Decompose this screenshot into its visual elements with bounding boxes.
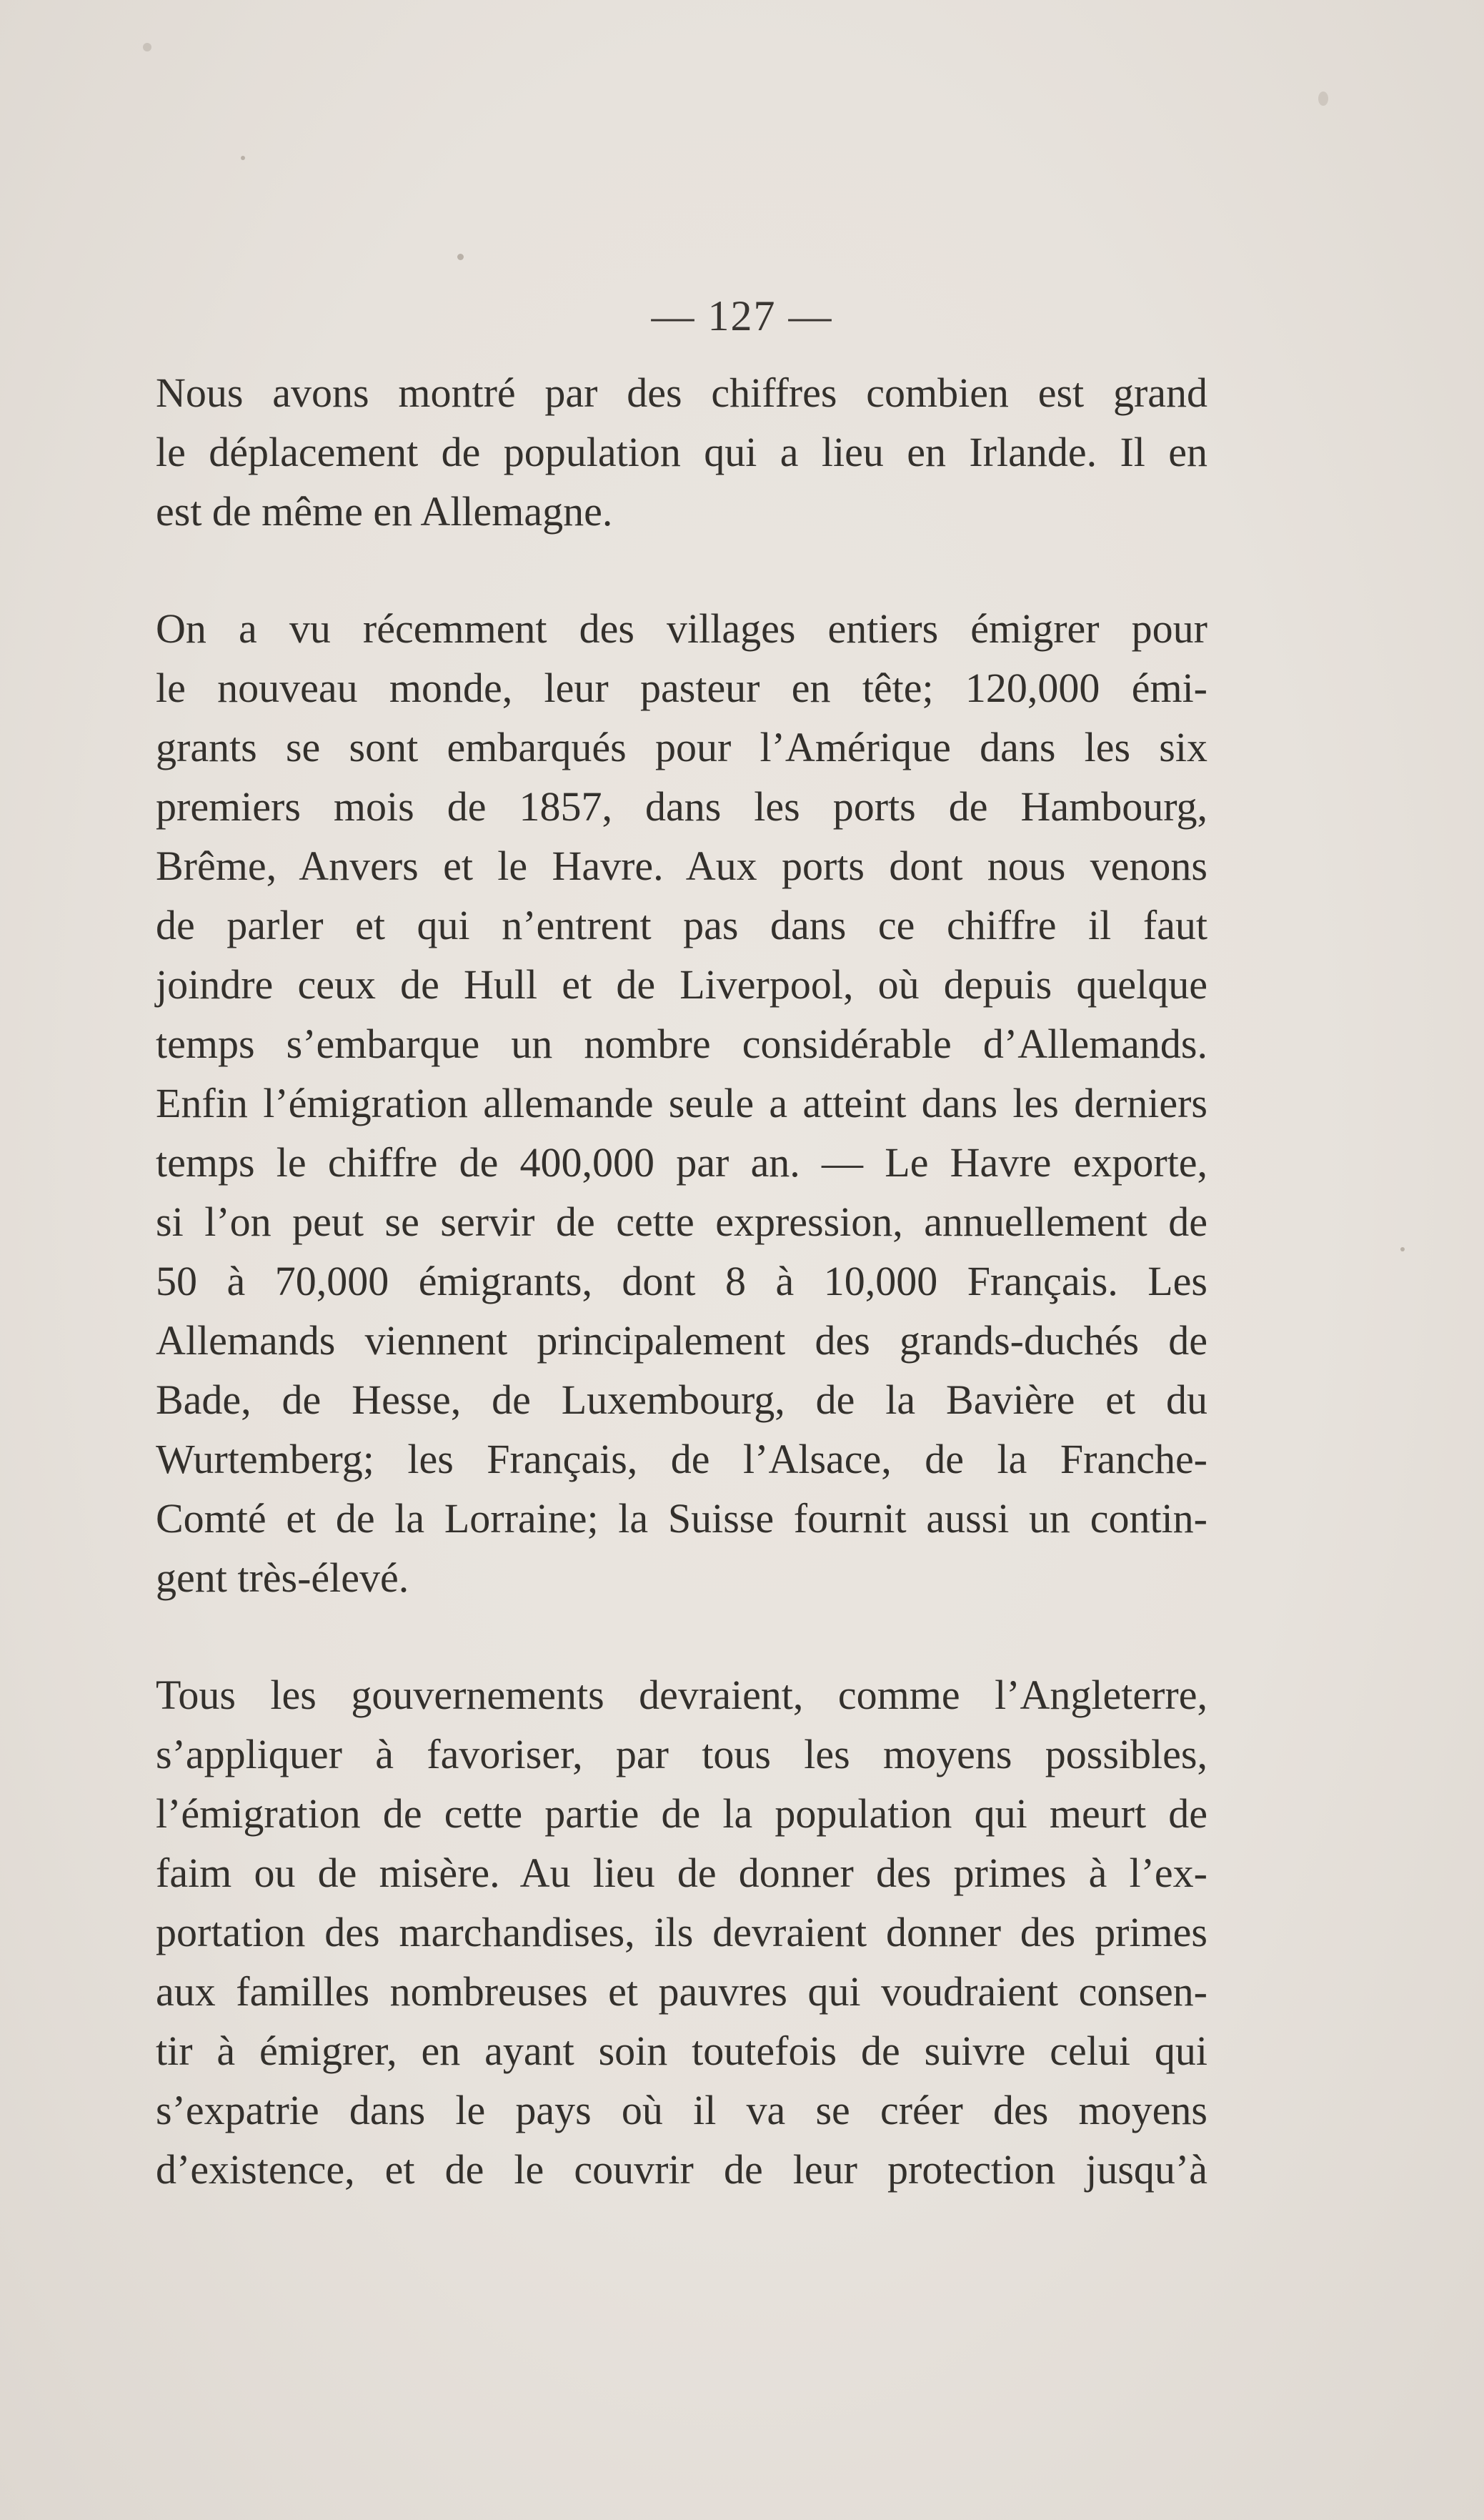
paper-speck [1400, 1247, 1405, 1251]
page-number: — 127 — [651, 292, 833, 339]
paragraph-1 [156, 363, 1207, 541]
text-line: aux familles nombreuses et pauvres qui voudraient consen- [156, 1968, 1207, 2015]
paper-speck [241, 156, 245, 160]
text-line: si l’on peut se servir de cette expression, annuellement de [156, 1199, 1207, 1245]
paragraph-2 [156, 599, 1207, 1607]
text-line: tir à émigrer, en ayant soin toutefois de suivre celui qui [156, 2028, 1207, 2074]
text-line: d’existence, et de le couvrir de leur protection jusqu’à [156, 2146, 1207, 2193]
text-line: Allemands viennent principalement des grands-duchés de [156, 1317, 1207, 1364]
text-line: Tous les gouvernements devraient, comme l’Angleterre, [156, 1672, 1207, 1718]
text-line: s’appliquer à favoriser, par tous les moyens possibles, [156, 1731, 1207, 1777]
text-line: temps le chiffre de 400,000 par an. — Le Havre exporte, [156, 1139, 1207, 1186]
text-line: 50 à 70,000 émigrants, dont 8 à 10,000 Français. Les [156, 1258, 1207, 1304]
text-line: grants se sont embarqués pour l’Amérique dans les six [156, 724, 1207, 770]
text-line: joindre ceux de Hull et de Liverpool, où depuis quelque [156, 961, 1207, 1008]
paragraph-gap [156, 541, 1207, 599]
text-line: Bade, de Hesse, de Luxembourg, de la Bavière et du [156, 1376, 1207, 1423]
text-line: Brême, Anvers et le Havre. Aux ports dont nous venons [156, 843, 1207, 889]
text-line: le nouveau monde, leur pasteur en tête; 120,000 émi- [156, 665, 1207, 711]
paragraph-3 [156, 1665, 1207, 2199]
text-line: On a vu récemment des villages entiers émigrer pour [156, 605, 1207, 652]
text-line: Nous avons montré par des chiffres combien est grand [156, 369, 1207, 416]
paragraph-gap [156, 1607, 1207, 1665]
body-text [156, 363, 1207, 2199]
text-line: Comté et de la Lorraine; la Suisse fournit aussi un contin- [156, 1495, 1207, 1542]
paper-speck [1318, 91, 1328, 106]
text-line: s’expatrie dans le pays où il va se créer des moyens [156, 2087, 1207, 2133]
text-line: faim ou de misère. Au lieu de donner des primes à l’ex- [156, 1850, 1207, 1896]
text-line: premiers mois de 1857, dans les ports de Hambourg, [156, 783, 1207, 830]
text-line: le déplacement de population qui a lieu en Irlande. Il en [156, 429, 1207, 475]
paper-speck [143, 43, 151, 51]
text-line: l’émigration de cette partie de la population qui meurt de [156, 1790, 1207, 1837]
text-line: gent très-élevé. [156, 1554, 409, 1601]
text-line: Wurtemberg; les Français, de l’Alsace, de la Franche- [156, 1436, 1207, 1482]
text-line: Enfin l’émigration allemande seule a atteint dans les derniers [156, 1080, 1207, 1126]
text-line: portation des marchandises, ils devraient donner des primes [156, 1909, 1207, 1955]
text-line: de parler et qui n’entrent pas dans ce chiffre il faut [156, 902, 1207, 948]
paper-speck [457, 254, 464, 260]
text-line: est de même en Allemagne. [156, 488, 613, 535]
text-line: temps s’embarque un nombre considérable d’Allemands. [156, 1021, 1207, 1067]
